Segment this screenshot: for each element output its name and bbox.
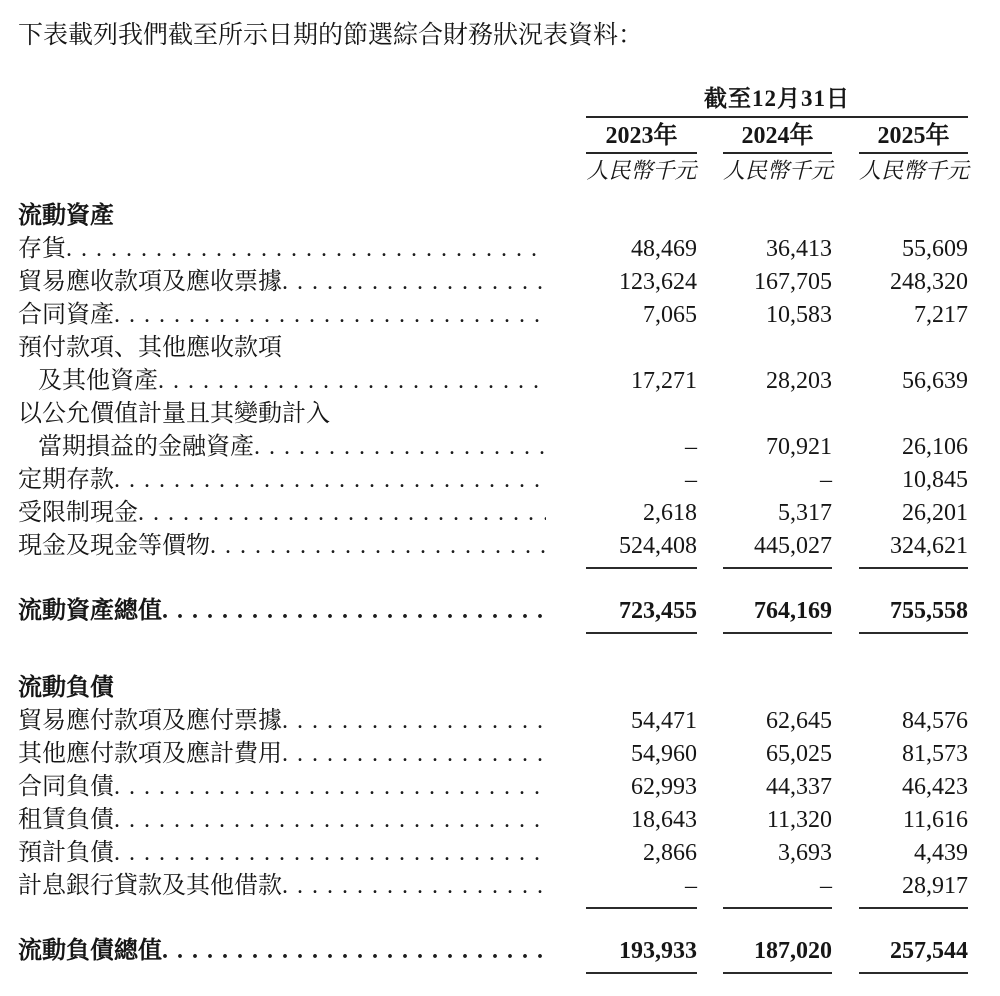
row-label: 其他應付款項及應計費用 (18, 741, 282, 767)
value-2024: 167,705 (754, 269, 832, 295)
dot-leader (114, 299, 546, 332)
unit-label-2024: 人民幣千元 (723, 158, 834, 183)
table-row-cash-equivalents (18, 530, 968, 569)
dot-leader (162, 935, 546, 968)
value-2024: 5,317 (778, 500, 832, 526)
dot-leader (282, 738, 546, 771)
value-2024: 3,693 (778, 840, 832, 866)
total-value-2025: 755,558 (859, 595, 968, 634)
value-2023: 62,993 (631, 774, 697, 800)
row-label-line2: 及其他資產 (38, 368, 158, 394)
value-2025: 10,845 (902, 467, 968, 493)
row-label: 現金及現金等價物 (18, 533, 210, 559)
table-row-fvtpl-financial-assets (18, 398, 968, 464)
value-2025: 55,609 (902, 236, 968, 262)
value-2025: 7,217 (914, 302, 968, 328)
period-header: 截至12月31日 (586, 86, 968, 118)
value-2024: 28,203 (766, 368, 832, 394)
row-label: 預計負債 (18, 840, 114, 866)
value-2023: 2,866 (643, 840, 697, 866)
value-2025: 81,573 (902, 741, 968, 767)
value-2025: 56,639 (902, 368, 968, 394)
dot-leader (254, 431, 546, 464)
value-2024: 10,583 (766, 302, 832, 328)
value-2025: 248,320 (890, 269, 968, 295)
total-row-current-liabilities (18, 935, 968, 974)
table-row-contract-assets (18, 299, 968, 332)
value-2023: 17,271 (631, 368, 697, 394)
year-header-2025: 2025年 (859, 118, 968, 154)
row-label: 存貨 (18, 236, 66, 262)
table-row-other-payables (18, 738, 968, 771)
total-value-2023: 193,933 (586, 935, 697, 974)
dot-leader (282, 870, 546, 903)
section-title-current-assets: 流動資產 (18, 203, 114, 229)
dot-leader (210, 530, 546, 563)
total-value-2023: 723,455 (586, 595, 697, 634)
value-2024: 44,337 (766, 774, 832, 800)
value-2024: – (820, 467, 832, 493)
total-row-current-assets (18, 595, 968, 634)
dot-leader (114, 804, 546, 837)
value-2024: 62,645 (766, 708, 832, 734)
unit-label-2023: 人民幣千元 (586, 158, 697, 183)
value-2023: 18,643 (631, 807, 697, 833)
dot-leader (162, 595, 546, 628)
value-2024: 445,027 (723, 530, 832, 569)
intro-text: 下表載列我們截至所示日期的節選綜合財務狀況表資料： (18, 22, 644, 49)
value-2025: 324,621 (859, 530, 968, 569)
dot-leader (138, 497, 546, 530)
value-2023: – (586, 870, 697, 909)
value-2025: 28,917 (859, 870, 968, 909)
value-2024: 11,320 (766, 807, 832, 833)
unit-header-row (586, 154, 968, 184)
table-row-trade-payables (18, 705, 968, 738)
value-2023: 48,469 (631, 236, 697, 262)
dot-leader (114, 464, 546, 497)
value-2025: 26,106 (902, 434, 968, 460)
table-row-prepayments (18, 332, 968, 398)
table-row-time-deposits (18, 464, 968, 497)
row-label-line1: 預付款項、其他應收款項 (18, 335, 282, 361)
row-label: 計息銀行貸款及其他借款 (18, 873, 282, 899)
total-value-2024: 764,169 (723, 595, 832, 634)
value-2025: 46,423 (902, 774, 968, 800)
value-2023: 7,065 (643, 302, 697, 328)
row-label: 貿易應付款項及應付票據 (18, 708, 282, 734)
row-label-line1: 以公允價值計量且其變動計入 (18, 401, 330, 427)
table-row-contract-liabilities (18, 771, 968, 804)
total-value-2024: 187,020 (723, 935, 832, 974)
value-2025: 11,616 (902, 807, 968, 833)
year-header-2023: 2023年 (586, 118, 697, 154)
dot-leader (282, 266, 546, 299)
table-row-trade-receivables (18, 266, 968, 299)
dot-leader (114, 837, 546, 870)
total-value-2025: 257,544 (859, 935, 968, 974)
row-label: 受限制現金 (18, 500, 138, 526)
value-2025: 26,201 (902, 500, 968, 526)
year-header-2024: 2024年 (723, 118, 832, 154)
table-row-interest-bearing-borrowings (18, 870, 968, 909)
dot-leader (158, 365, 546, 398)
value-2023: 54,960 (631, 741, 697, 767)
value-2023: – (685, 434, 697, 460)
value-2024: 36,413 (766, 236, 832, 262)
value-2023: 524,408 (586, 530, 697, 569)
row-label: 合同負債 (18, 774, 114, 800)
value-2023: 2,618 (643, 500, 697, 526)
row-label: 貿易應收款項及應收票據 (18, 269, 282, 295)
value-2023: 123,624 (619, 269, 697, 295)
row-label-line2: 當期損益的金融資產 (38, 434, 254, 460)
table-row-restricted-cash (18, 497, 968, 530)
total-label: 流動資產總值 (18, 598, 162, 624)
row-label: 租賃負債 (18, 807, 114, 833)
value-2024: 70,921 (766, 434, 832, 460)
financial-table (18, 200, 968, 974)
total-label: 流動負債總值 (18, 938, 162, 964)
row-label: 合同資產 (18, 302, 114, 328)
row-label: 定期存款 (18, 467, 114, 493)
dot-leader (282, 705, 546, 738)
dot-leader (114, 771, 546, 804)
value-2023: 54,471 (631, 708, 697, 734)
table-row-lease-liabilities (18, 804, 968, 837)
value-2024: – (723, 870, 832, 909)
year-header-row (586, 118, 968, 154)
unit-label-2025: 人民幣千元 (859, 158, 970, 183)
table-row-inventories (18, 233, 968, 266)
value-2024: 65,025 (766, 741, 832, 767)
table-header (586, 86, 968, 184)
dot-leader (66, 233, 546, 266)
table-row-provisions (18, 837, 968, 870)
value-2025: 4,439 (914, 840, 968, 866)
value-2023: – (685, 467, 697, 493)
section-title-current-liabilities: 流動負債 (18, 675, 114, 701)
value-2025: 84,576 (902, 708, 968, 734)
